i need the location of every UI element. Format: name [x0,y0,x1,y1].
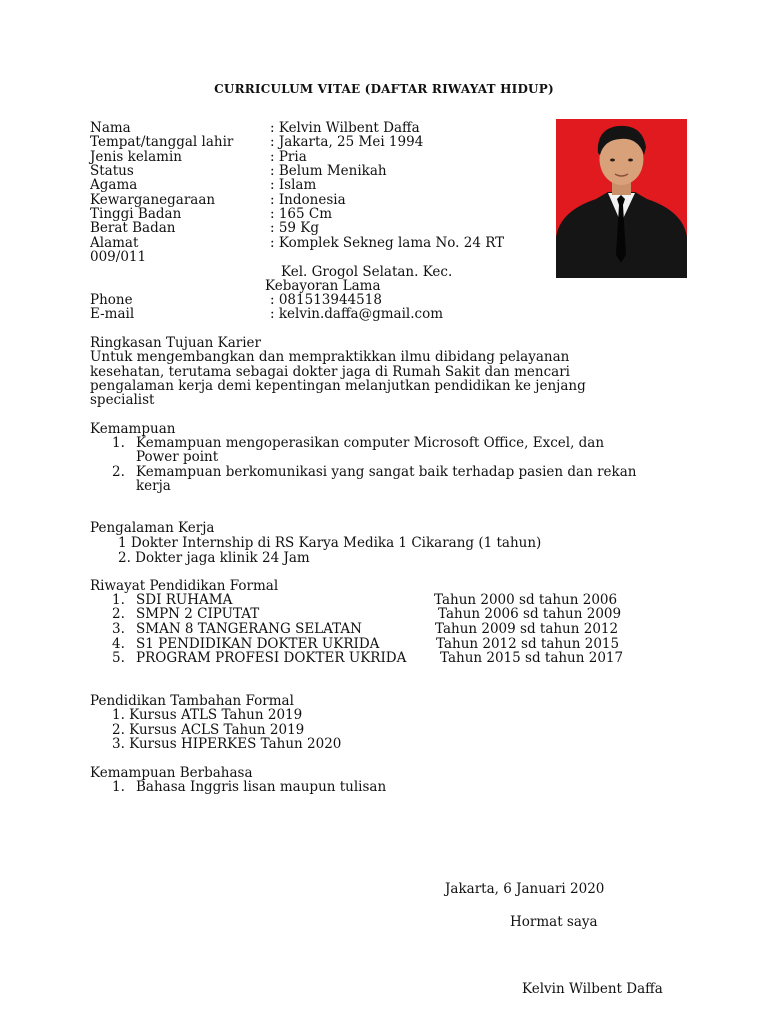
signature-place-date: Jakarta, 6 Januari 2020 [445,881,605,897]
education-number: 1. [112,592,125,608]
label-religion: Agama [90,177,138,193]
education-number: 4. [112,636,125,652]
label-phone: Phone [90,292,133,308]
label-name: Nama [90,120,131,136]
value-weight: : 59 Kg [270,220,320,236]
language-text: Bahasa Inggris lisan maupun tulisan [136,779,387,795]
additional-item: 1. Kursus ATLS Tahun 2019 [112,707,303,723]
label-height: Tinggi Badan [90,206,182,222]
label-weight: Berat Badan [90,220,176,236]
additional-item: 2. Kursus ACLS Tahun 2019 [112,722,305,738]
label-status: Status [90,163,134,179]
education-school: SMAN 8 TANGERANG SELATAN [136,621,362,637]
address-line-kel: Kel. Grogol Selatan. Kec. [281,264,453,280]
experience-heading: Pengalaman Kerja [90,520,215,536]
education-heading: Riwayat Pendidikan Formal [90,578,279,594]
education-number: 2. [112,606,125,622]
signature-closing: Hormat saya [510,914,598,930]
skill-number: 1. [112,435,125,451]
value-address: : Komplek Sekneg lama No. 24 RT [270,235,505,251]
profile-photo [556,119,687,278]
education-years: Tahun 2015 sd tahun 2017 [440,650,624,666]
skill-number: 2. [112,464,125,480]
languages-heading: Kemampuan Berbahasa [90,765,253,781]
skill-text: Kemampuan mengoperasikan computer Microsoft Office, Excel, dan [136,435,605,451]
education-school: SMPN 2 CIPUTAT [136,606,260,622]
additional-item: 3. Kursus HIPERKES Tahun 2020 [112,736,342,752]
value-phone: : 081513944518 [270,292,382,308]
skills-heading: Kemampuan [90,421,176,437]
objective-line: Untuk mengembangkan dan mempraktikkan ilmu dibidang pelayanan [90,349,570,365]
education-school: SDI RUHAMA [136,592,233,608]
address-line-rt: 009/011 [90,249,147,265]
objective-heading: Ringkasan Tujuan Karier [90,335,261,351]
value-status: : Belum Menikah [270,163,387,179]
objective-line: specialist [90,392,155,408]
address-line-kec: Kebayoran Lama [265,278,381,294]
value-birth: : Jakarta, 25 Mei 1994 [270,134,424,150]
objective-line: pengalaman kerja demi kepentingan melanjutkan pendidikan ke jenjang [90,378,586,394]
label-citizenship: Kewarganegaraan [90,192,216,208]
label-address: Alamat [90,235,139,251]
experience-item: 2. Dokter jaga klinik 24 Jam [118,550,310,566]
value-height: : 165 Cm [270,206,333,222]
education-years: Tahun 2012 sd tahun 2015 [436,636,620,652]
skill-text: Kemampuan berkomunikasi yang sangat baik terhadap pasien dan rekan [136,464,637,480]
education-years: Tahun 2000 sd tahun 2006 [434,592,618,608]
value-email: : kelvin.daffa@gmail.com [270,306,443,322]
additional-heading: Pendidikan Tambahan Formal [90,693,294,709]
value-gender: : Pria [270,149,307,165]
label-gender: Jenis kelamin [90,149,182,165]
value-citizenship: : Indonesia [270,192,346,208]
education-number: 5. [112,650,125,666]
skill-text: Power point [136,449,219,465]
education-school: PROGRAM PROFESI DOKTER UKRIDA [136,650,407,666]
label-birth: Tempat/tanggal lahir [90,134,234,150]
label-email: E-mail [90,306,135,322]
education-years: Tahun 2006 sd tahun 2009 [438,606,622,622]
signature-name: Kelvin Wilbent Daffa [522,981,663,997]
objective-line: kesehatan, terutama sebagai dokter jaga di Rumah Sakit dan mencari [90,364,570,380]
education-number: 3. [112,621,125,637]
education-years: Tahun 2009 sd tahun 2012 [435,621,619,637]
value-religion: : Islam [270,177,317,193]
education-school: S1 PENDIDIKAN DOKTER UKRIDA [136,636,380,652]
value-name: : Kelvin Wilbent Daffa [270,120,420,136]
skill-text: kerja [136,478,171,494]
experience-item: 1 Dokter Internship di RS Karya Medika 1 Cikarang (1 tahun) [118,535,542,551]
document-title: CURRICULUM VITAE (DAFTAR RIWAYAT HIDUP) [214,82,554,96]
language-number: 1. [112,779,125,795]
